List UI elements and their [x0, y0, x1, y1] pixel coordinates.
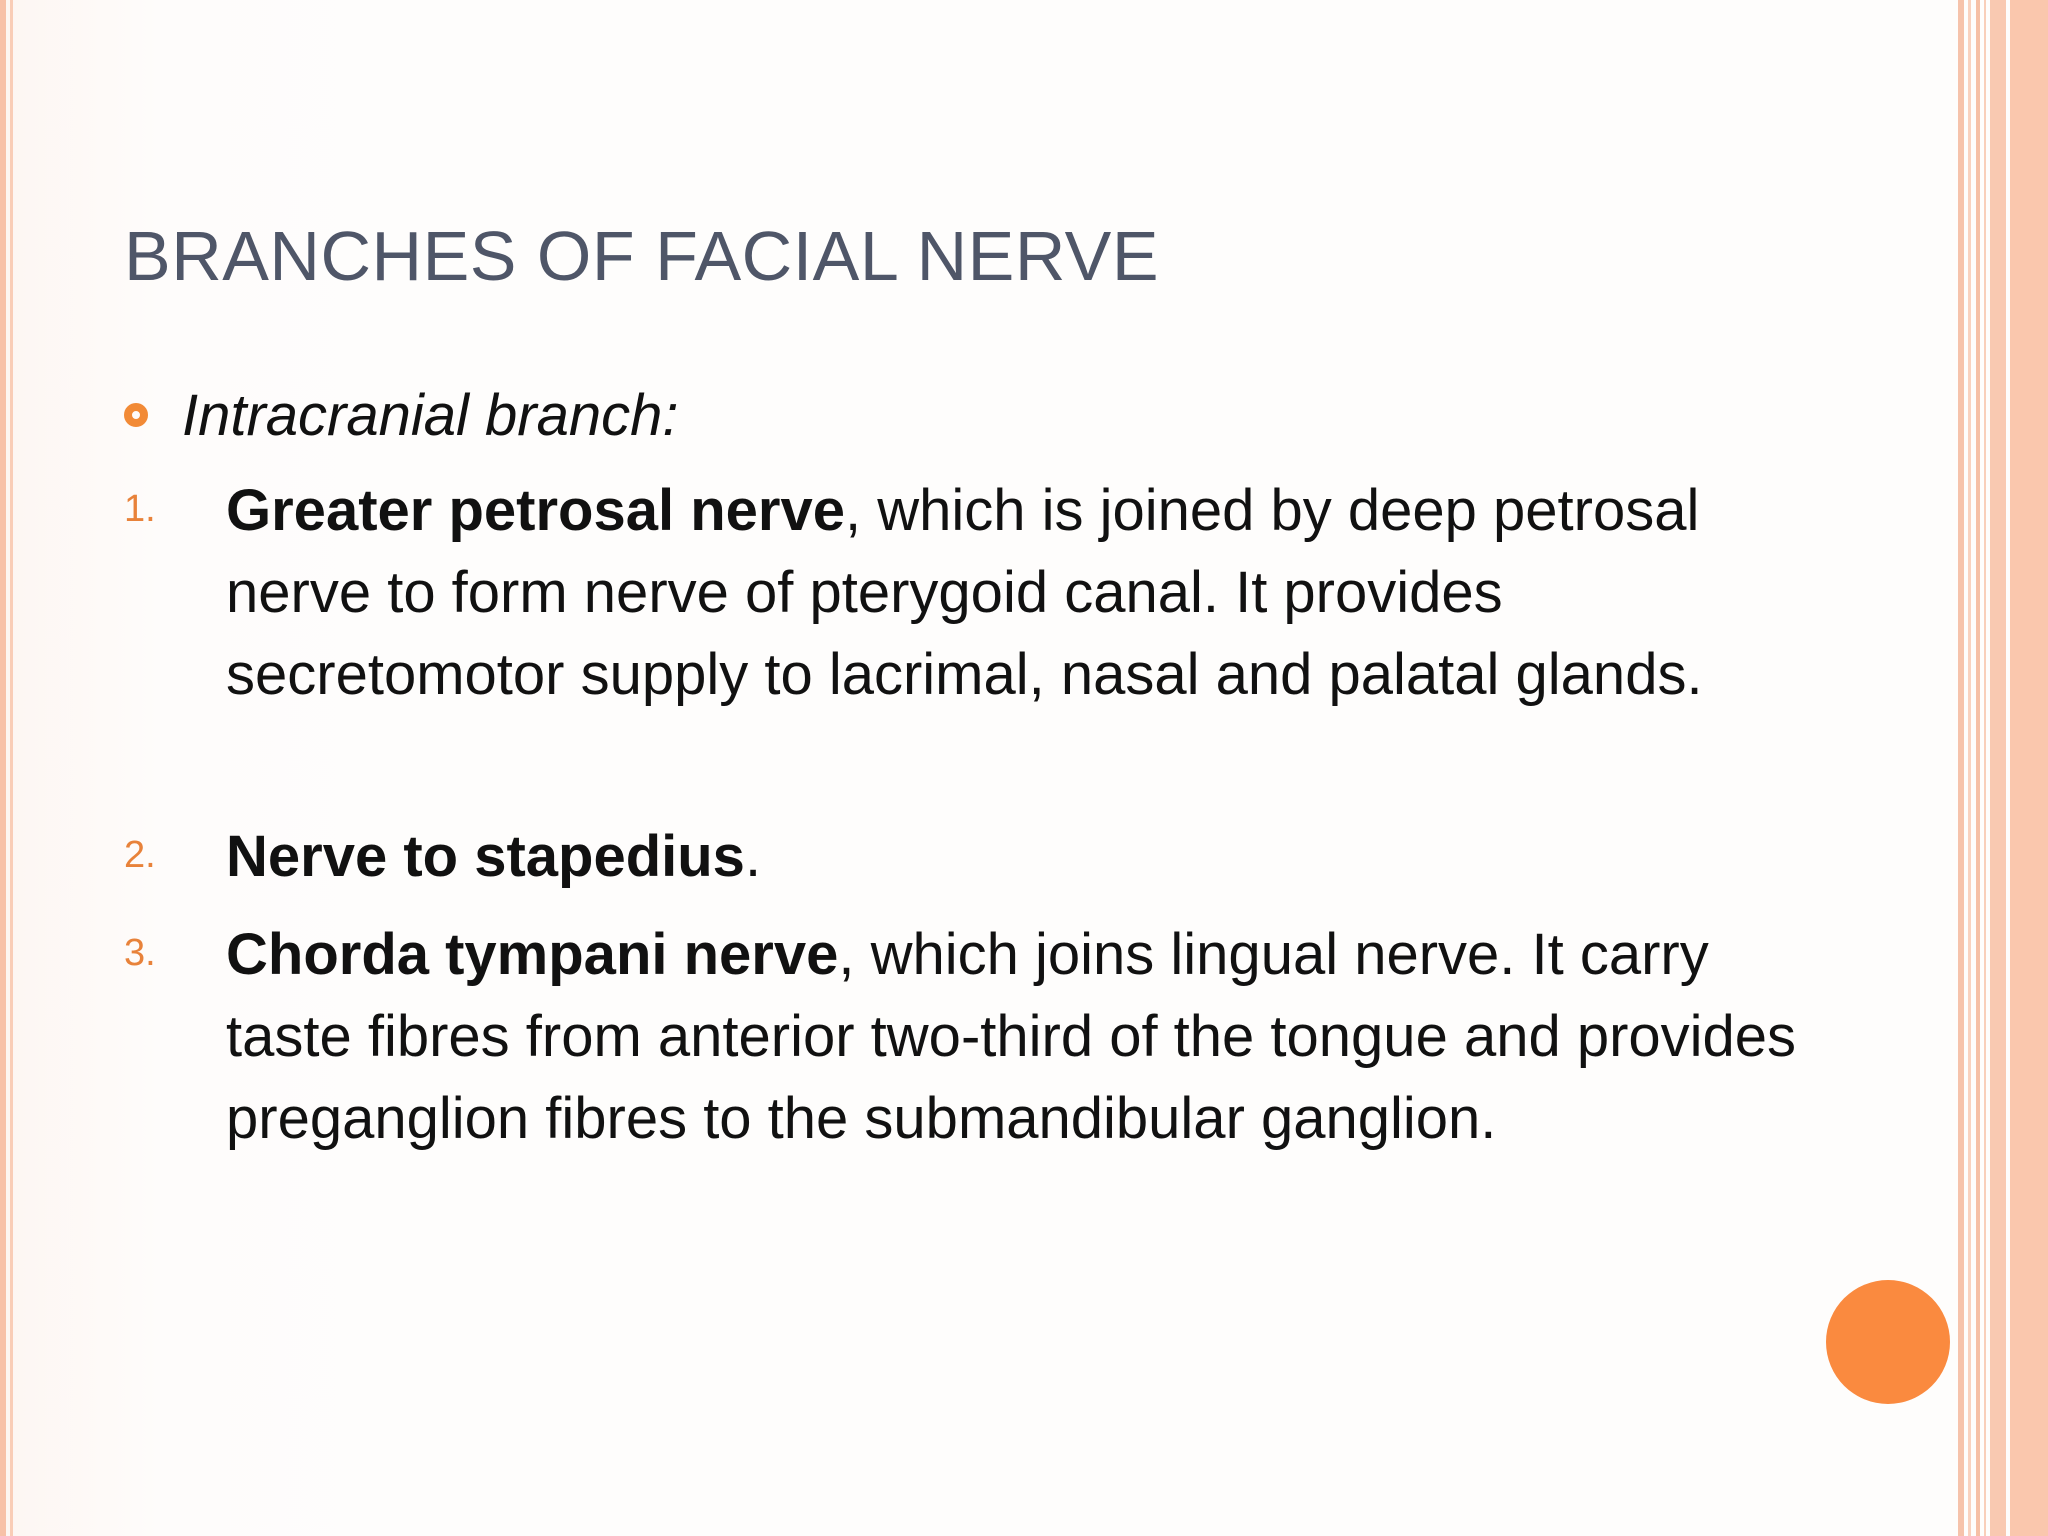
section-bullet [124, 370, 678, 460]
section-heading: Intracranial branch: [182, 382, 679, 448]
term: Nerve to stapedius [226, 824, 745, 889]
right-stripe [1958, 0, 1964, 1536]
term: Greater petrosal nerve [226, 478, 845, 543]
right-stripe [1984, 0, 1986, 1536]
list-item-text [226, 914, 1806, 1160]
description: , which joins lingual nerve. It carry taste fibres from anterior two-third of the tongue and provides preganglion fibres to the submandibular ganglion. [226, 922, 1797, 1151]
right-stripe [1968, 0, 1971, 1536]
list-item-text [226, 470, 1806, 716]
slide-title: BRANCHES OF FACIAL NERVE [124, 217, 1160, 295]
list-number: 2. [124, 834, 156, 876]
right-stripe [1990, 0, 2006, 1536]
description: , which is joined by deep petrosal nerve to form nerve of pterygoid canal. It provides secretomotor supply to lacrimal, nasal and palatal glands. [226, 478, 1703, 707]
right-stripe [1976, 0, 1980, 1536]
left-border-line [0, 0, 6, 1536]
description: . [744, 824, 762, 889]
list-number: 3. [124, 932, 156, 974]
list-item-text [226, 816, 1806, 898]
decorative-circle [1826, 1280, 1950, 1404]
left-border-line-inner [10, 0, 13, 1536]
list-number: 1. [124, 488, 156, 530]
right-stripe [2010, 0, 2048, 1536]
term: Chorda tympani nerve [226, 922, 839, 987]
ring-bullet-icon [124, 403, 148, 427]
